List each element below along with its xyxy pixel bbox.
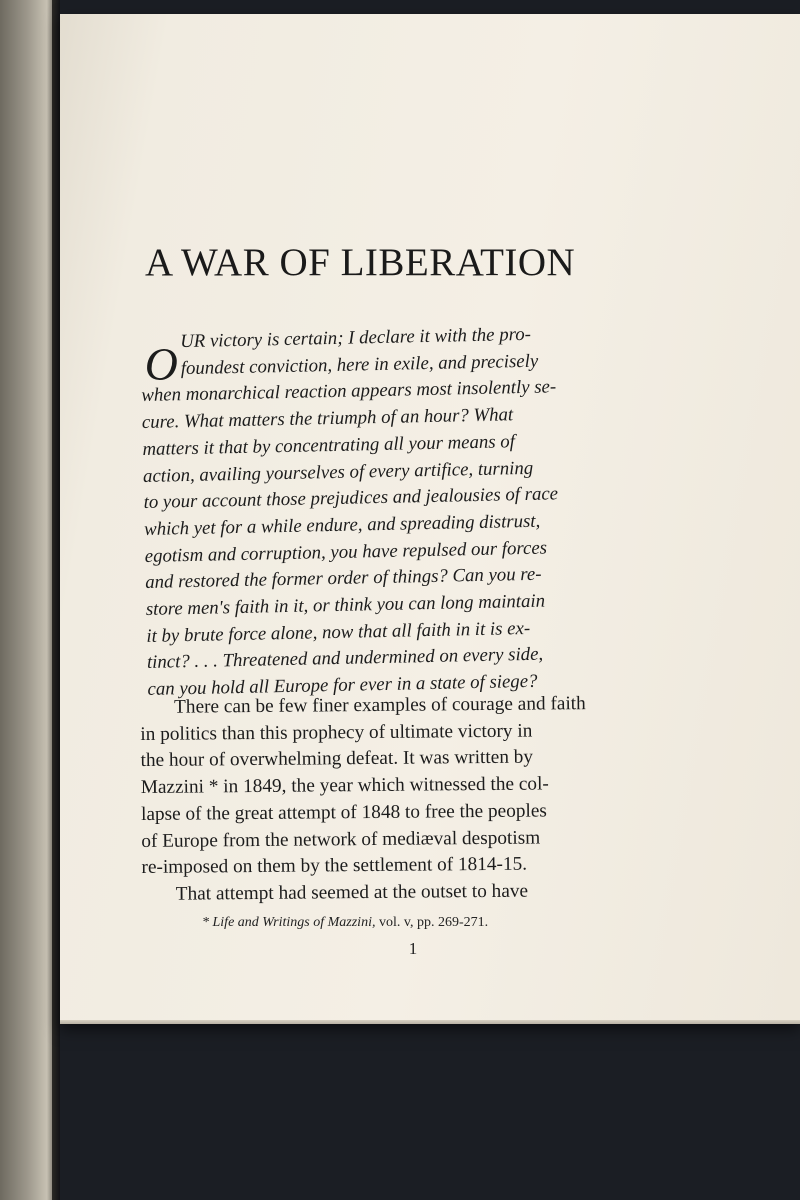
body-line: That attempt had seemed at the outset to have <box>175 880 529 905</box>
body-line: in politics than this prophecy of ultimate victory in <box>140 720 533 745</box>
epigraph-quote <box>140 318 718 704</box>
page-number: 1 <box>408 939 418 958</box>
quote-line: cure. What matters the triumph of an hour? What <box>141 404 514 434</box>
quote-line: tinct? . . . Threatened and undermined on every side, <box>146 644 544 674</box>
left-facing-page <box>0 0 60 1200</box>
body-line: lapse of the great attempt of 1848 to free the peoples <box>140 800 547 825</box>
quote-line: it by brute force alone, now that all faith in it is ex- <box>146 617 531 647</box>
body-line: There can be few finer examples of courage and faith <box>174 693 586 718</box>
quote-line: to your account those prejudices and jealousies of race <box>143 483 559 514</box>
quote-line: when monarchical reaction appears most insolently se- <box>141 376 557 407</box>
quote-line: UR victory is certain; I declare it with the pro- <box>180 323 532 353</box>
drop-cap: O <box>144 338 179 390</box>
quote-line: can you hold all Europe for ever in a state of siege? <box>147 670 538 701</box>
footnote-reference: vol. v, pp. 269-271. <box>375 915 489 930</box>
chapter-title: A WAR OF LIBERATION <box>145 241 576 284</box>
book-page <box>60 14 800 1024</box>
body-text <box>140 690 732 909</box>
quote-line: which yet for a while endure, and spreading distrust, <box>143 510 541 540</box>
quote-line: matters it that by concentrating all your means of <box>142 430 516 460</box>
quote-line: action, availing yourselves of every artifice, turning <box>142 457 534 487</box>
quote-line: egotism and corruption, you have repulsed our forces <box>144 537 548 567</box>
footnote-work-title: * Life and Writings of Mazzini, <box>202 915 376 930</box>
quote-line: store men's faith in it, or think you can long maintain <box>145 590 546 620</box>
body-line: re-imposed on them by the settlement of 1814-15. <box>141 853 528 879</box>
book-gutter <box>52 0 60 1200</box>
body-line: the hour of overwhelming defeat. It was written by <box>140 746 534 772</box>
quote-line: and restored the former order of things? Can you re- <box>145 563 542 594</box>
quote-line: foundest conviction, here in exile, and precisely <box>180 350 539 379</box>
body-line: Mazzini * in 1849, the year which witnessed the col- <box>140 773 549 799</box>
body-line: of Europe from the network of mediæval despotism <box>141 827 541 852</box>
footnote <box>202 915 662 931</box>
